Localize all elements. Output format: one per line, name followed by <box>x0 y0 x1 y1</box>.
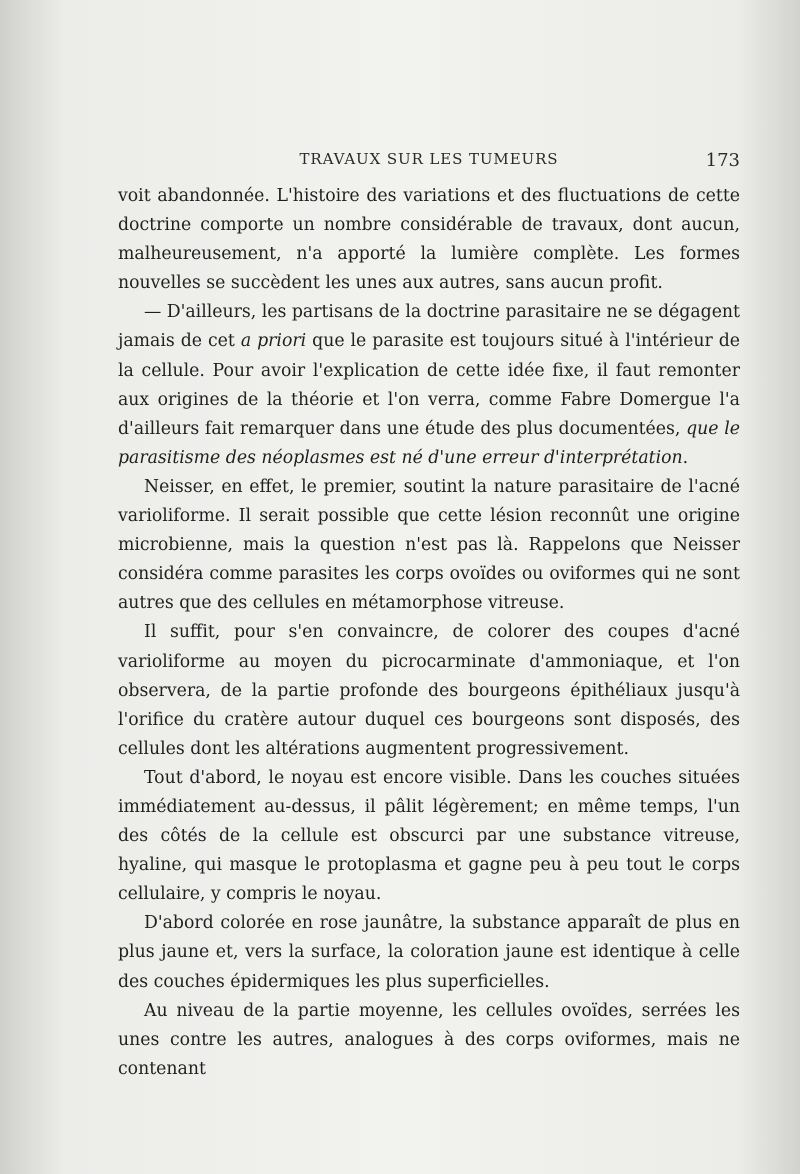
paragraph-text: voit abandonnée. L'histoire des variations et des fluctuations de cette doctrine comporte un nombre considérable de travaux, dont aucun, malheureusement, n'a apporté la lumière complète. Les formes nouvelles se succèdent les unes aux autres, sans aucun profit. <box>118 186 740 294</box>
paragraph-7 <box>118 997 740 1084</box>
paragraph-text: Au niveau de la partie moyenne, les cellules ovoïdes, serrées les unes contre les autres, analogues à des corps oviformes, mais ne contenant <box>118 1000 740 1079</box>
paragraph-4 <box>118 618 740 763</box>
paragraph-3 <box>118 473 740 618</box>
paragraph-5 <box>118 764 740 909</box>
running-title: TRAVAUX SUR LES TUMEURS <box>299 150 559 168</box>
page-number: 173 <box>705 150 740 171</box>
italic-phrase-a-priori: a priori <box>240 331 307 352</box>
paragraph-text: — D'ailleurs, les partisans de la doctrine parasitaire ne se dégagent jamais de cet <box>118 302 740 352</box>
paragraph-text: . <box>682 447 689 468</box>
page-header <box>118 150 740 174</box>
italic-quotation: que le parasitisme des néoplasmes est né d'une erreur d'interprétation <box>118 418 740 468</box>
paragraph-1 <box>118 182 740 298</box>
paragraph-text: Neisser, en effet, le premier, soutint la nature parasitaire de l'acné varioliforme. Il serait possible que cette lésion reconnût une origine microbienne, mais la question n'est pas là. Rappelons que Neisser considéra comme parasites les corps ovoïdes ou oviformes qui ne sont autres que des cellules en métamorphose vitreuse. <box>118 476 740 614</box>
paragraph-text: D'abord colorée en rose jaunâtre, la substance apparaît de plus en plus jaune et, vers la surface, la coloration jaune est identique à celle des couches épidermiques les plus superficielles. <box>118 913 740 992</box>
paragraph-text: Il suffit, pour s'en convaincre, de colorer des coupes d'acné varioliforme au moyen du picrocarminate d'ammoniaque, et l'on observera, de la partie profonde des bourgeons épithéliaux jusqu'à l'orifice du cratère autour duquel ces bourgeons sont disposés, des cellules dont les altérations augmentent progressivement. <box>118 622 740 759</box>
paragraph-6 <box>118 909 740 996</box>
body-text <box>118 182 740 1084</box>
paragraph-2 <box>118 298 740 473</box>
paragraph-text: Tout d'abord, le noyau est encore visible. Dans les couches situées immédiatement au-dessus, il pâlit légèrement; en même temps, l'un des côtés de la cellule est obscurci par une substance vitreuse, hyaline, qui masque le protoplasma et gagne peu à peu tout le corps cellulaire, y compris le noyau. <box>118 767 740 905</box>
paragraph-text: que le parasite est toujours situé à l'intérieur de la cellule. Pour avoir l'explication de cette idée fixe, il faut remonter aux origines de la théorie et l'on verra, comme Fabre Domergue l'a d'ailleurs fait remarquer dans une étude des plus documentées, <box>118 331 740 439</box>
